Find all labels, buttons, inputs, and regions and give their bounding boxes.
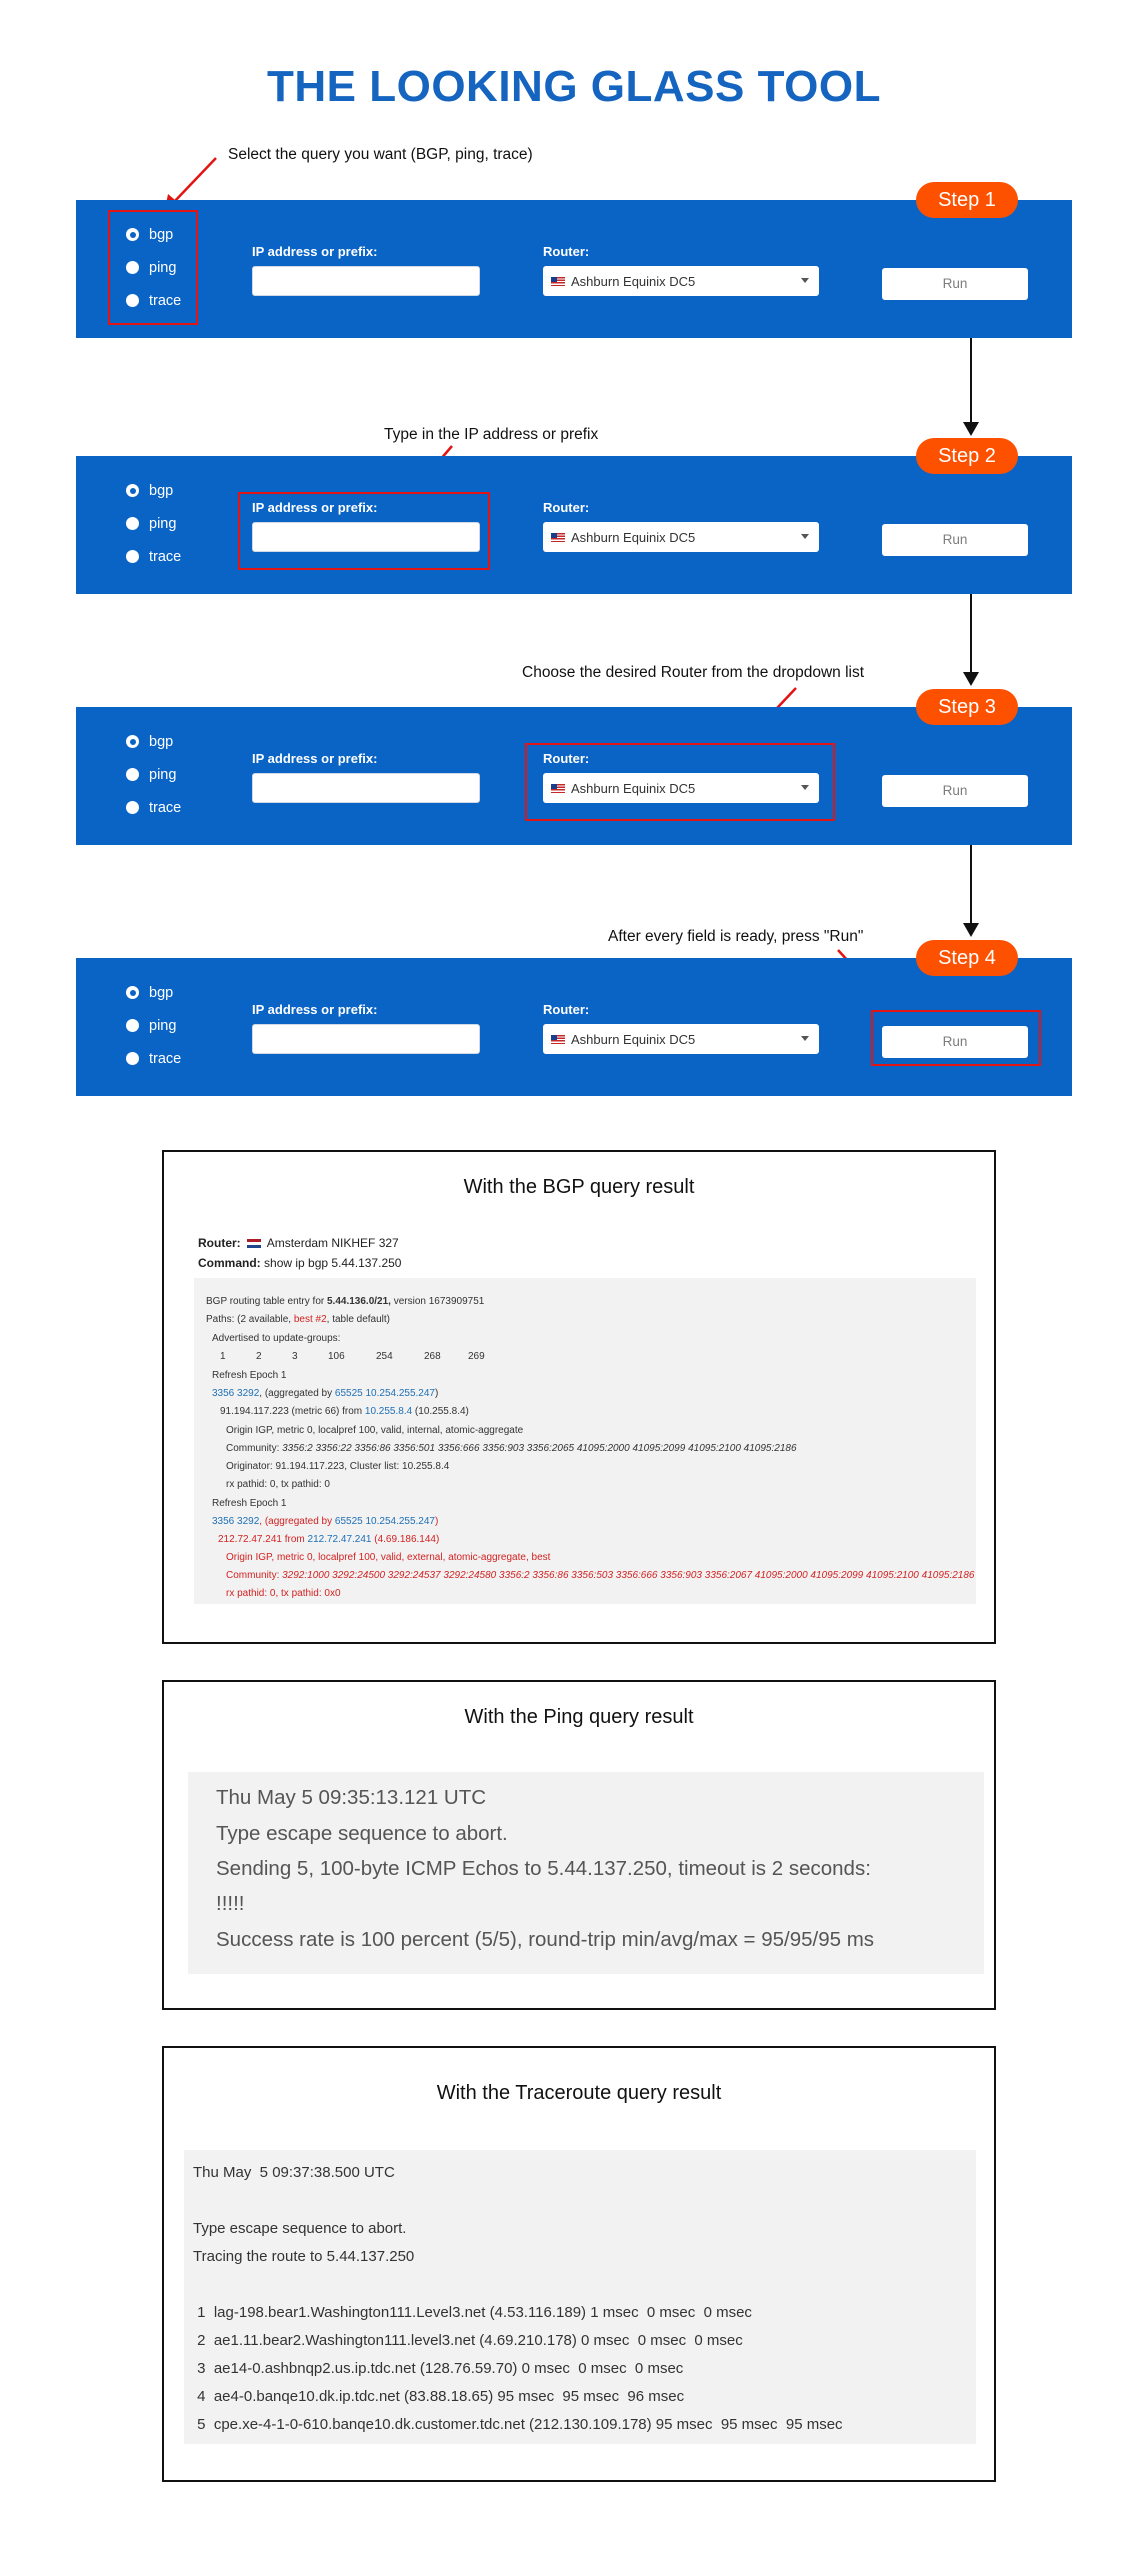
router-select[interactable]: Ashburn Equinix DC5 [543, 266, 819, 296]
us-flag-icon [551, 533, 565, 542]
router-line: Router: Amsterdam NIKHEF 327 [198, 1236, 399, 1250]
step-badge: Step 1 [916, 182, 1018, 218]
query-panel-step1 [76, 189, 1072, 338]
run-button[interactable]: Run [882, 1026, 1028, 1058]
radio-trace[interactable]: trace [126, 540, 181, 573]
trace-hop: 5 cpe.xe-4-1-0-610.banqe10.dk.customer.tdc.net (212.130.109.178) 95 msec 95 msec 95 msec [193, 2416, 843, 2433]
chevron-down-icon [801, 278, 809, 283]
ping-result-title: With the Ping query result [464, 1706, 694, 1728]
step3-note: Choose the desired Router from the dropdown list [522, 664, 865, 681]
run-button[interactable]: Run [882, 775, 1028, 807]
ip-input[interactable] [252, 1024, 480, 1054]
run-button[interactable]: Run [882, 268, 1028, 300]
trace-output: Thu May 5 09:37:38.500 UTC Type escape sequence to abort. Tracing the route to 5.44.137.250 1 lag-198.bear1.Washington111.Level3.net (4.53.116.189) 1 msec 0 msec 0 msec 2 ae1.11.bear2.Washington111.level3.net (4.69.210.178) 0 msec 0 msec 0 msec 3 ae14-0.ashbnqp2.us.ip.tdc.net (128.76.59.70) 0 msec 0 msec 0 msec 4 ae4-0.banqe10.dk.ip.tdc.net (83.88.18.65) 95 msec 95 msec 96 msec 5 cpe.xe-4-1-0-610.banqe10.dk.customer.tdc.net (212.130.109.178) 95 msec 95 msec 95 msec [184, 2150, 976, 2444]
trace-hop: 4 ae4-0.banqe10.dk.ip.tdc.net (83.88.18.65) 95 msec 95 msec 96 msec [193, 2388, 685, 2405]
chevron-down-icon [801, 1036, 809, 1041]
highlight-box [525, 743, 835, 821]
step-badge: Step 2 [916, 438, 1018, 474]
ip-label: IP address or prefix: [252, 751, 378, 766]
radio-trace[interactable]: trace [126, 284, 181, 317]
ip-label: IP address or prefix: [252, 244, 378, 259]
trace-hop: 2 ae1.11.bear2.Washington111.level3.net (4.69.210.178) 0 msec 0 msec 0 msec [193, 2332, 743, 2349]
flow-arrow [970, 845, 972, 935]
router-select[interactable]: Ashburn Equinix DC5 [543, 773, 819, 803]
run-button[interactable]: Run [882, 524, 1028, 556]
router-label: Router: [543, 1002, 590, 1017]
us-flag-icon [551, 1035, 565, 1044]
trace-result-box [162, 2046, 996, 2482]
step1-note: Select the query you want (BGP, ping, trace) [228, 146, 533, 163]
trace-hop: 3 ae14-0.ashbnqp2.us.ip.tdc.net (128.76.59.70) 0 msec 0 msec 0 msec [193, 2360, 684, 2377]
ping-result-box [162, 1680, 996, 2010]
radio-ping[interactable]: ping [126, 758, 181, 791]
bgp-output: BGP routing table entry for 5.44.136.0/21, version 1673909751 Paths: (2 available, best #2, table default) Advertised to update-groups: 1 2 3 106 254 268 269 Refresh Epoch 1 3356 3292, (aggregated by 65525 10.254.255.247) 91.194.117.223 (metric 66) from 10.255.8.4 (10.255.8.4) Origin IGP, metric 0, localpref 100, valid, internal, atomic-aggregate Community: 3356:2 3356:22 3356:86 3356:501 3356:666 3356:903 3356:2065 41095:2000 41095:2099 41095:2100 41095:2186 Originator: 91.194.117.223, Cluster list: 10.255.8.4 rx pathid: 0, tx pathid: 0 Refresh Epoch 1 3356 3292, (aggregated by 65525 10.254.255.247) 212.72.47.241 from 212.72.47.241 (4.69.186.144) Origin IGP, metric 0, localpref 100, valid, external, atomic-aggregate, best Community: 3292:1000 3292:24500 3292:24537 3292:24580 3356:2 3356:86 3356:503 3356:666 3356:903 3356:2067 41095:2000 41095:2099 41095:2100 41095:2186 rx pathid: 0, tx pathid: 0x0 [194, 1278, 976, 1604]
router-select[interactable]: Ashburn Equinix DC5 [543, 522, 819, 552]
radio-bgp[interactable]: bgp [126, 474, 181, 507]
router-select[interactable]: Ashburn Equinix DC5 [543, 1024, 819, 1054]
nl-flag-icon [247, 1239, 261, 1248]
radio-bgp[interactable]: bgp [126, 218, 181, 251]
step-badge: Step 4 [916, 940, 1018, 976]
ip-input[interactable] [252, 266, 480, 296]
trace-hop: 1 lag-198.bear1.Washington111.Level3.net (4.53.116.189) 1 msec 0 msec 0 msec [193, 2304, 752, 2321]
radio-bgp[interactable]: bgp [126, 725, 181, 758]
query-panel-step3 [76, 696, 1072, 845]
ip-input[interactable] [252, 773, 480, 803]
router-label: Router: [543, 244, 590, 259]
step4-note: After every field is ready, press "Run" [608, 928, 864, 945]
radio-trace[interactable]: trace [126, 1042, 181, 1075]
radio-ping[interactable]: ping [126, 251, 181, 284]
step2-note: Type in the IP address or prefix [384, 426, 599, 443]
radio-ping[interactable]: ping [126, 507, 181, 540]
step-badge: Step 3 [916, 689, 1018, 725]
page-title: THE LOOKING GLASS TOOL [267, 62, 881, 111]
ping-output: Thu May 5 09:35:13.121 UTC Type escape sequence to abort. Sending 5, 100-byte ICMP Echos to 5.44.137.250, timeout is 2 seconds: !!!!! Success rate is 100 percent (5/5), round-trip min/avg/max = 95/95/95 ms [188, 1772, 984, 1974]
highlight-box [871, 1010, 1041, 1066]
flow-arrow [970, 594, 972, 684]
highlight-box [238, 492, 490, 570]
us-flag-icon [551, 277, 565, 286]
trace-result-title: With the Traceroute query result [436, 2082, 722, 2104]
bgp-result-title: With the BGP query result [463, 1176, 695, 1198]
flow-arrow [970, 338, 972, 434]
radio-bgp[interactable]: bgp [126, 976, 181, 1009]
radio-trace[interactable]: trace [126, 791, 181, 824]
query-panel-step4 [76, 947, 1072, 1096]
command-line: Command: show ip bgp 5.44.137.250 [198, 1256, 402, 1270]
bgp-result-box [162, 1150, 996, 1644]
ip-label: IP address or prefix: [252, 1002, 378, 1017]
ip-label: IP address or prefix: [252, 500, 378, 515]
router-label: Router: [543, 751, 590, 766]
highlight-box [108, 210, 198, 325]
chevron-down-icon [801, 534, 809, 539]
query-panel-step2 [76, 445, 1072, 594]
radio-ping[interactable]: ping [126, 1009, 181, 1042]
router-label: Router: [543, 500, 590, 515]
